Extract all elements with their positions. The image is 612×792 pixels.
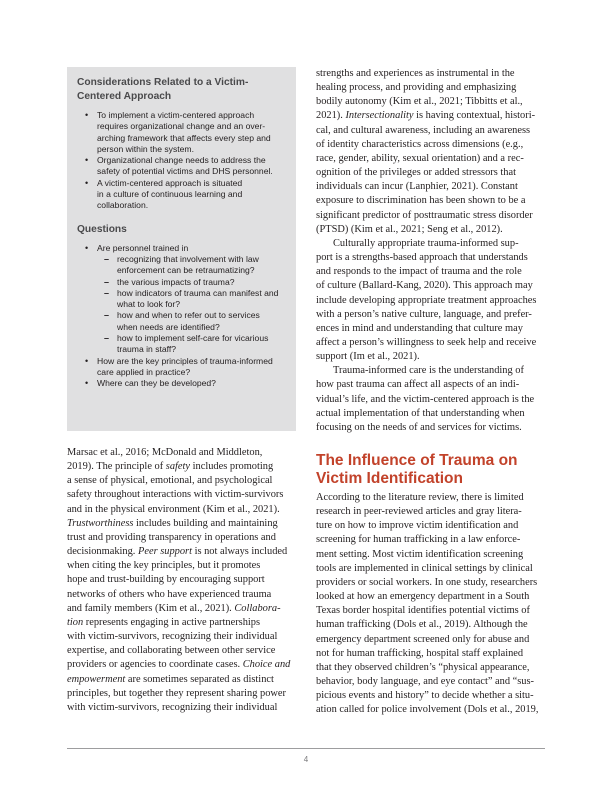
- sub-list-item: – recognizing that involvement with law enforcement can be retraumatizing?: [97, 254, 286, 277]
- body-paragraph: Marsac et al., 2016; McDonald and Middleton, 2019). The principle of safety includes promoting a sense of physical, emotional, and psychological safety throughout interactions with victim-survivors and in the physical environment (Kim et al., 2021). Trustworthiness includes building and maintaining trust and providing transparency in operations and decisionmaking. Peer support is not always included when citing the key principles, but it promotes hope and trust-building by encouraging support networks of others who have experienced trauma and family members (Kim et al., 2021). Collabora- tion represents engaging in active partnerships with victim-survivors, recognizing their individual expertise, and collaborating between other service providers or agencies to coordinate cases. Choice and empowerment are sometimes separated as distinct principles, but together they represent sharing power with victim-survivors, recognizing their individual: [67, 447, 291, 713]
- page-number: 4: [303, 755, 309, 764]
- sidebar-box: [67, 67, 296, 431]
- sidebar-title-line: Centered Approach: [77, 91, 172, 102]
- body-paragraph: strengths and experiences as instrumental in the healing process, and providing and emphasizing bodily autonomy (Kim et al., 2021; Tibbitts et al., 2021). Intersectionality is having contextual, histori- cal, and cultural awareness, including an awareness of identity characteristics across dimensions (e.g., race, gender, ability, sexual orientation) and a rec- ognition of the privileges or added stressors that individuals can incur (Lanphier, 2021). Constant exposure to discrimination has been shown to be a significant predictor of posttraumatic stress disorder (PTSD) (Kim et al., 2021; Seng et al., 2012).: [316, 68, 536, 235]
- considerations-list: [77, 110, 286, 212]
- sub-list-item: – the various impacts of trauma?: [97, 277, 286, 288]
- list-item: • To implement a victim-centered approach requires organizational change and an over- arching framework that affects every step and person within the system.: [77, 110, 286, 155]
- list-item: • How are the key principles of trauma-informed care applied in practice?: [77, 356, 286, 379]
- list-item: • Are personnel trained in – recognizing that involvement with law enforcement can be retraumatizing? – the various impacts of trauma? – how indicators of trauma can manifest and what to look for? – how and when to refer out to services when needs are identified? – how to implement self-care for vicarious trauma in staff?: [77, 243, 286, 356]
- list-item: • Organizational change needs to address the safety of potential victims and DHS personnel.: [77, 155, 286, 178]
- sidebar-title-line: Considerations Related to a Victim-: [77, 77, 249, 88]
- section-heading: The Influence of Trauma on Victim Identification: [316, 452, 518, 487]
- list-item: • Where can they be developed?: [77, 378, 286, 389]
- right-column-text: [316, 67, 545, 435]
- body-paragraph: Trauma-informed care is the understanding of how past trauma can affect all aspects of an indi- vidual’s life, and the victim-centered approach is the actual implementation of that understanding when focusing on the needs of and services for victims.: [316, 365, 535, 433]
- footer-divider: [67, 748, 545, 749]
- questions-title: Questions: [77, 223, 127, 235]
- body-paragraph: Culturally appropriate trauma-informed sup- port is a strengths-based approach that understands and responds to the impact of trauma and the role of culture (Ballard-Kang, 2020). This approach may include developing appropriate treatment approaches with a person’s native culture, language, and prefer- ences in mind and understanding that culture may affect a person’s willingness to seek help and receive support (Im et al., 2021).: [316, 237, 537, 363]
- list-item: • A victim-centered approach is situated in a culture of continuous learning and collaboration.: [77, 178, 286, 212]
- left-column-text: [67, 446, 297, 715]
- sub-list-item: – how and when to refer out to services when needs are identified?: [97, 310, 286, 333]
- body-paragraph: According to the literature review, there is limited research in peer-reviewed articles and gray litera- ture on how to improve victim identification and screening for human trafficking in a law enforce- ment setting. Most victim identification screening tools are implemented in clinical settings by clinical providers or social workers. In one study, researchers looked at how an emergency department in a South Texas border hospital identifies potential victims of human trafficking (Dols et al., 2019). Although the emergency department screened only for abuse and not for human trafficking, hospital staff explained that they observed children’s “physical appearance, behavior, body language, and eye contact” and “sus- picious events and history” to decide whether a situ- ation called for police involvement (Dols et al., 2019,: [316, 492, 539, 716]
- sub-list-item: – how indicators of trauma can manifest and what to look for?: [97, 288, 286, 311]
- sub-list: [97, 254, 286, 356]
- sidebar-title: [77, 76, 286, 104]
- sub-list-item: – how to implement self-care for vicarious trauma in staff?: [97, 333, 286, 356]
- questions-list: [77, 243, 286, 390]
- right-column-text-section2: [316, 491, 545, 718]
